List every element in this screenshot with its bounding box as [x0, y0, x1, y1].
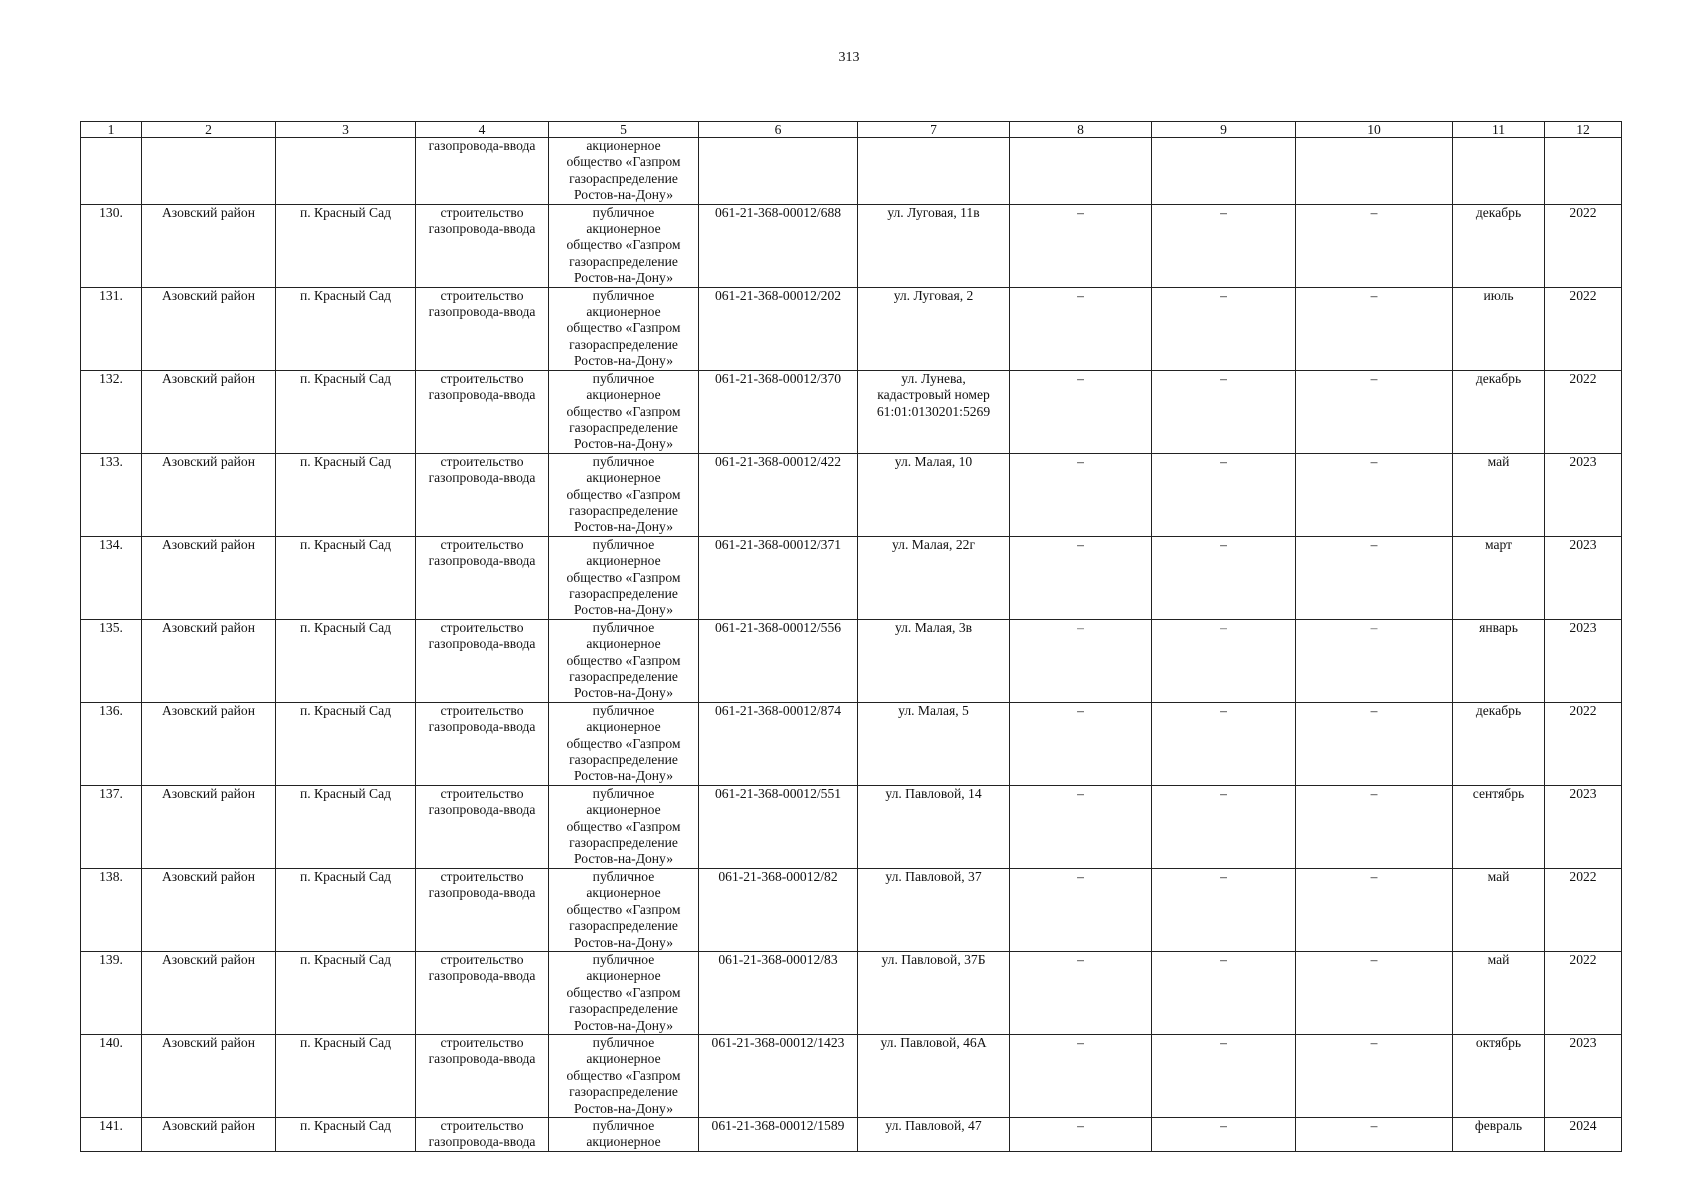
cell-address: ул. Павловой, 14	[858, 785, 1010, 868]
cell-org: публичное акционерное общество «Газпром газораспределение Ростов-на-Дону»	[549, 619, 699, 702]
cell-work: строительство газопровода-ввода	[416, 619, 549, 702]
cell-district: Азовский район	[142, 287, 276, 370]
table-row	[81, 702, 1622, 785]
cell-settlement: п. Красный Сад	[276, 785, 416, 868]
cell-year: 2022	[1545, 951, 1622, 1034]
cell-empty	[1152, 138, 1296, 205]
cell-month: октябрь	[1453, 1034, 1545, 1117]
cell-dash: –	[1296, 951, 1453, 1034]
cell-empty	[1296, 138, 1453, 205]
cell-district: Азовский район	[142, 536, 276, 619]
cell-settlement: п. Красный Сад	[276, 951, 416, 1034]
cell-settlement: п. Красный Сад	[276, 1034, 416, 1117]
cell-code: 061-21-368-00012/1589	[699, 1117, 858, 1151]
cell-dash: –	[1296, 370, 1453, 453]
cell-year: 2023	[1545, 619, 1622, 702]
cell-district: Азовский район	[142, 868, 276, 951]
cell-district: Азовский район	[142, 951, 276, 1034]
cell-month: декабрь	[1453, 204, 1545, 287]
cell-month: декабрь	[1453, 370, 1545, 453]
column-header: 5	[549, 122, 699, 138]
cell-dash: –	[1152, 204, 1296, 287]
cell-address: ул. Луговая, 11в	[858, 204, 1010, 287]
cell-code: 061-21-368-00012/556	[699, 619, 858, 702]
cell-dash: –	[1152, 785, 1296, 868]
table-row-continuation	[81, 138, 1622, 205]
cell-district: Азовский район	[142, 619, 276, 702]
cell-org: публичное акционерное общество «Газпром газораспределение Ростов-на-Дону»	[549, 951, 699, 1034]
cell-settlement: п. Красный Сад	[276, 868, 416, 951]
cell-dash: –	[1296, 619, 1453, 702]
cell-number: 134.	[81, 536, 142, 619]
cell-address: ул. Павловой, 37	[858, 868, 1010, 951]
column-header: 3	[276, 122, 416, 138]
cell-dash: –	[1010, 287, 1152, 370]
table-row	[81, 785, 1622, 868]
cell-month: май	[1453, 868, 1545, 951]
cell-year: 2022	[1545, 204, 1622, 287]
cell-code: 061-21-368-00012/83	[699, 951, 858, 1034]
cell-month: сентябрь	[1453, 785, 1545, 868]
cell-year: 2023	[1545, 453, 1622, 536]
cell-work: строительство газопровода-ввода	[416, 370, 549, 453]
cell-address: ул. Лунева, кадастровый номер 61:01:0130201:5269	[858, 370, 1010, 453]
cell-dash: –	[1010, 536, 1152, 619]
cell-org: публичное акционерное общество «Газпром газораспределение Ростов-на-Дону»	[549, 453, 699, 536]
cell-dash: –	[1152, 702, 1296, 785]
cell-dash: –	[1152, 1034, 1296, 1117]
cell-settlement: п. Красный Сад	[276, 1117, 416, 1151]
cell-number: 133.	[81, 453, 142, 536]
cell-empty	[699, 138, 858, 205]
cell-settlement: п. Красный Сад	[276, 287, 416, 370]
cell-code: 061-21-368-00012/422	[699, 453, 858, 536]
cell-org: публичное акционерное общество «Газпром газораспределение Ростов-на-Дону»	[549, 370, 699, 453]
cell-code: 061-21-368-00012/370	[699, 370, 858, 453]
cell-number: 141.	[81, 1117, 142, 1151]
cell-dash: –	[1010, 951, 1152, 1034]
cell-org: публичное акционерное общество «Газпром газораспределение Ростов-на-Дону»	[549, 287, 699, 370]
cell-district: Азовский район	[142, 702, 276, 785]
column-header: 8	[1010, 122, 1152, 138]
cell-code: 061-21-368-00012/371	[699, 536, 858, 619]
cell-org: акционерное общество «Газпром газораспределение Ростов-на-Дону»	[549, 138, 699, 205]
table-row	[81, 1034, 1622, 1117]
cell-work: строительство газопровода-ввода	[416, 536, 549, 619]
cell-code: 061-21-368-00012/551	[699, 785, 858, 868]
cell-dash: –	[1152, 868, 1296, 951]
cell-dash: –	[1296, 1034, 1453, 1117]
cell-work: строительство газопровода-ввода	[416, 785, 549, 868]
column-header: 4	[416, 122, 549, 138]
cell-district: Азовский район	[142, 1034, 276, 1117]
column-header: 11	[1453, 122, 1545, 138]
cell-work: строительство газопровода-ввода	[416, 287, 549, 370]
cell-code: 061-21-368-00012/82	[699, 868, 858, 951]
cell-org: публичное акционерное	[549, 1117, 699, 1151]
table-row	[81, 868, 1622, 951]
cell-number: 130.	[81, 204, 142, 287]
table-row	[81, 536, 1622, 619]
cell-year: 2023	[1545, 1034, 1622, 1117]
cell-org: публичное акционерное общество «Газпром газораспределение Ростов-на-Дону»	[549, 204, 699, 287]
cell-month: май	[1453, 951, 1545, 1034]
cell-address: ул. Павловой, 47	[858, 1117, 1010, 1151]
cell-dash: –	[1152, 536, 1296, 619]
cell-settlement: п. Красный Сад	[276, 370, 416, 453]
table-row-last	[81, 1117, 1622, 1151]
column-header: 10	[1296, 122, 1453, 138]
column-header: 12	[1545, 122, 1622, 138]
cell-empty	[1545, 138, 1622, 205]
cell-work: газопровода-ввода	[416, 138, 549, 205]
cell-year: 2022	[1545, 370, 1622, 453]
cell-empty	[276, 138, 416, 205]
cell-dash: –	[1010, 453, 1152, 536]
cell-dash: –	[1152, 370, 1296, 453]
cell-work: строительство газопровода-ввода	[416, 1034, 549, 1117]
cell-work: строительство газопровода-ввода	[416, 1117, 549, 1151]
table-row	[81, 287, 1622, 370]
cell-dash: –	[1010, 1117, 1152, 1151]
cell-settlement: п. Красный Сад	[276, 536, 416, 619]
cell-month: декабрь	[1453, 702, 1545, 785]
cell-settlement: п. Красный Сад	[276, 619, 416, 702]
cell-number: 132.	[81, 370, 142, 453]
cell-dash: –	[1010, 868, 1152, 951]
cell-org: публичное акционерное общество «Газпром газораспределение Ростов-на-Дону»	[549, 1034, 699, 1117]
cell-work: строительство газопровода-ввода	[416, 702, 549, 785]
cell-dash: –	[1152, 619, 1296, 702]
cell-number: 136.	[81, 702, 142, 785]
cell-org: публичное акционерное общество «Газпром газораспределение Ростов-на-Дону»	[549, 536, 699, 619]
cell-number: 138.	[81, 868, 142, 951]
table-row	[81, 951, 1622, 1034]
registry-table	[80, 121, 1622, 1152]
cell-number: 131.	[81, 287, 142, 370]
cell-year: 2022	[1545, 287, 1622, 370]
cell-settlement: п. Красный Сад	[276, 204, 416, 287]
cell-work: строительство газопровода-ввода	[416, 204, 549, 287]
cell-dash: –	[1296, 204, 1453, 287]
cell-number: 135.	[81, 619, 142, 702]
cell-code: 061-21-368-00012/202	[699, 287, 858, 370]
cell-settlement: п. Красный Сад	[276, 453, 416, 536]
cell-empty	[142, 138, 276, 205]
cell-district: Азовский район	[142, 370, 276, 453]
cell-code: 061-21-368-00012/688	[699, 204, 858, 287]
cell-district: Азовский район	[142, 453, 276, 536]
cell-year: 2024	[1545, 1117, 1622, 1151]
cell-work: строительство газопровода-ввода	[416, 951, 549, 1034]
cell-district: Азовский район	[142, 785, 276, 868]
cell-month: март	[1453, 536, 1545, 619]
cell-year: 2023	[1545, 536, 1622, 619]
cell-dash: –	[1010, 619, 1152, 702]
column-header: 2	[142, 122, 276, 138]
cell-empty	[1453, 138, 1545, 205]
column-header: 1	[81, 122, 142, 138]
cell-address: ул. Луговая, 2	[858, 287, 1010, 370]
cell-dash: –	[1296, 453, 1453, 536]
cell-dash: –	[1296, 702, 1453, 785]
cell-address: ул. Павловой, 37Б	[858, 951, 1010, 1034]
cell-settlement: п. Красный Сад	[276, 702, 416, 785]
cell-dash: –	[1152, 453, 1296, 536]
header-row	[81, 122, 1622, 138]
cell-address: ул. Малая, 5	[858, 702, 1010, 785]
cell-dash: –	[1010, 370, 1152, 453]
cell-org: публичное акционерное общество «Газпром газораспределение Ростов-на-Дону»	[549, 785, 699, 868]
cell-empty	[858, 138, 1010, 205]
cell-number: 140.	[81, 1034, 142, 1117]
table-row	[81, 370, 1622, 453]
cell-address: ул. Малая, 3в	[858, 619, 1010, 702]
cell-code: 061-21-368-00012/1423	[699, 1034, 858, 1117]
cell-dash: –	[1010, 702, 1152, 785]
cell-address: ул. Малая, 10	[858, 453, 1010, 536]
cell-work: строительство газопровода-ввода	[416, 453, 549, 536]
cell-dash: –	[1296, 536, 1453, 619]
cell-address: ул. Малая, 22г	[858, 536, 1010, 619]
cell-dash: –	[1152, 287, 1296, 370]
cell-dash: –	[1152, 1117, 1296, 1151]
cell-month: январь	[1453, 619, 1545, 702]
table-row	[81, 619, 1622, 702]
cell-dash: –	[1010, 785, 1152, 868]
cell-number: 137.	[81, 785, 142, 868]
table-row	[81, 204, 1622, 287]
cell-dash: –	[1296, 287, 1453, 370]
cell-dash: –	[1296, 785, 1453, 868]
cell-dash: –	[1296, 868, 1453, 951]
cell-org: публичное акционерное общество «Газпром газораспределение Ростов-на-Дону»	[549, 702, 699, 785]
cell-empty	[81, 138, 142, 205]
cell-month: май	[1453, 453, 1545, 536]
cell-month: февраль	[1453, 1117, 1545, 1151]
cell-dash: –	[1010, 1034, 1152, 1117]
cell-month: июль	[1453, 287, 1545, 370]
cell-year: 2022	[1545, 868, 1622, 951]
cell-year: 2022	[1545, 702, 1622, 785]
table-row	[81, 453, 1622, 536]
cell-district: Азовский район	[142, 204, 276, 287]
column-header: 9	[1152, 122, 1296, 138]
cell-address: ул. Павловой, 46А	[858, 1034, 1010, 1117]
column-header: 7	[858, 122, 1010, 138]
cell-dash: –	[1152, 951, 1296, 1034]
cell-code: 061-21-368-00012/874	[699, 702, 858, 785]
column-header: 6	[699, 122, 858, 138]
cell-district: Азовский район	[142, 1117, 276, 1151]
page-number: 313	[838, 50, 860, 65]
cell-org: публичное акционерное общество «Газпром газораспределение Ростов-на-Дону»	[549, 868, 699, 951]
cell-empty	[1010, 138, 1152, 205]
cell-year: 2023	[1545, 785, 1622, 868]
cell-dash: –	[1010, 204, 1152, 287]
cell-dash: –	[1296, 1117, 1453, 1151]
cell-number: 139.	[81, 951, 142, 1034]
cell-work: строительство газопровода-ввода	[416, 868, 549, 951]
